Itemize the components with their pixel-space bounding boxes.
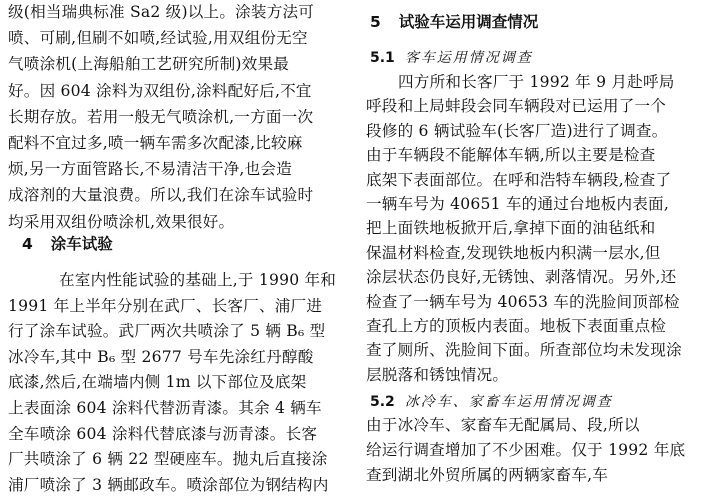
subsection-title: 客车运用情况调查 <box>404 50 533 66</box>
text-line: 查孔上方的顶板内表面。地板下表面重点检 <box>366 317 667 335</box>
text-line: 底架下表面部位。在呼和浩特车辆段,检查了 <box>366 170 672 189</box>
subsection-title: 冰冷车、家畜车运用情况调查 <box>404 394 613 410</box>
text-line: 配料不宜过多,喷一辆车需多次配漆,比较麻 <box>8 134 303 152</box>
text-line: 查了厕所、洗脸间下面。所查部位均未发现涂 <box>366 341 682 360</box>
text-line: 保温材料检查,发现铁地板内积满一层水,但 <box>366 243 661 262</box>
section-number: 5 <box>370 13 381 31</box>
subsection-number: 5.1 <box>370 50 395 66</box>
text-line: 检查了一辆车号为 40653 车的洗脸间顶部检 <box>366 292 680 311</box>
text-line: 查到湖北外贸所属的两辆家畜车,车 <box>366 466 609 484</box>
text-line: 在室内性能试验的基础上,于 1990 年和 <box>59 271 337 289</box>
section-title: 试验车运用调查情况 <box>398 13 539 31</box>
subsection-5-1-heading <box>370 47 533 69</box>
text-line: 1991 年上半年分别在武厂、长客厂、浦厂进 <box>8 296 323 315</box>
text-line: 烦,另一方面管路长,不易清洁干净,也会造 <box>8 160 292 179</box>
text-line: 喷、可刷,但刷不如喷,经试验,用双组份无空 <box>8 29 308 48</box>
section-number: 4 <box>22 235 33 253</box>
text-line: 级(相当瑞典标准 Sa2 级)以上。涂装方法可 <box>8 3 315 21</box>
text-line: 上表面涂 604 涂料代替沥青漆。其余 4 辆车 <box>8 399 322 417</box>
text-line: 涂层状态仍良好,无锈蚀、剥落情况。另外,还 <box>366 268 677 287</box>
text-line: 四方所和长客厂于 1992 年 9 月赴呼局 <box>398 73 675 91</box>
text-line: 气喷涂机(上海船舶工艺研究所制)效果最 <box>8 55 290 74</box>
section-4-heading <box>22 233 113 255</box>
text-line: 底漆,然后,在端墙内侧 1m 以下部位及底架 <box>8 373 307 392</box>
text-line: 给运行调查增加了不少困难。仅于 1992 年底 <box>366 441 686 459</box>
text-line: 由于车辆段不能解体车辆,所以主要是检查 <box>366 146 656 165</box>
text-line: 层脱落和锈蚀情况。 <box>366 365 509 384</box>
section-5-heading <box>370 11 538 33</box>
subsection-5-2-heading <box>370 391 613 413</box>
text-line: 段修的 6 辆试验车(长客厂造)进行了调查。 <box>366 121 668 140</box>
text-line: 均采用双组份喷涂机,效果很好。 <box>8 212 235 231</box>
text-line: 把上面铁地板掀开后,拿掉下面的油毡纸和 <box>366 219 656 238</box>
text-line: 成溶剂的大量浪费。所以,我们在涂车试验时 <box>8 186 314 205</box>
text-line: 好。因 604 涂料为双组份,涂料配好后,不宜 <box>8 81 312 100</box>
text-line: 行了涂车试验。武厂两次共喷涂了 5 辆 B₆ 型 <box>8 322 326 341</box>
text-line: 浦厂喷涂了 3 辆邮政车。喷涂部位为钢结构内 <box>8 475 329 494</box>
text-line: 全车喷涂 604 涂料代替底漆与沥青漆。长客 <box>8 424 318 443</box>
text-line: 由于冰冷车、家畜车无配属局、段,所以 <box>366 416 640 434</box>
text-line: 长期存放。若用一般无气喷涂机,一方面一次 <box>8 107 314 126</box>
text-line: 冰冷车,其中 B₆ 型 2677 号车先涂红丹醇酸 <box>8 347 314 366</box>
text-line: 一辆车号为 40651 车的通过台地板内表面, <box>366 195 669 213</box>
subsection-number: 5.2 <box>370 394 395 410</box>
text-line: 厂共喷涂了 6 辆 22 型硬座车。抛丸后直接涂 <box>8 450 328 469</box>
text-line: 呼段和上局蚌段会同车辆段对已运用了一个 <box>366 97 667 116</box>
section-title: 涂车试验 <box>50 235 113 253</box>
